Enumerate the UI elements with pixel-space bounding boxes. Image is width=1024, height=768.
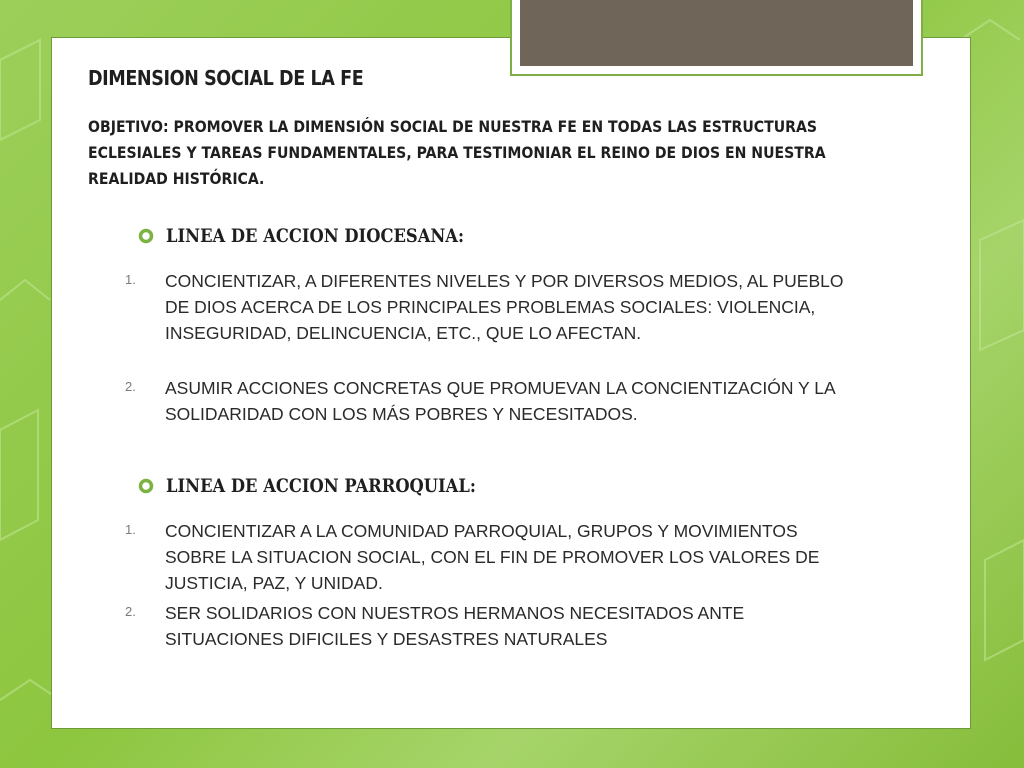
- objective-text: OBJETIVO: PROMOVER LA DIMENSIÓN SOCIAL DE NUESTRA FE EN TODAS LAS ESTRUCTURAS ECLESIALES Y TAREAS FUNDAMENTALES, PARA TESTIMONIAR EL REINO DE DIOS EN NUESTRA REALIDAD HISTÓRICA.: [88, 117, 826, 188]
- photo-frame: [510, 0, 923, 76]
- list-item-text: CONCIENTIZAR, A DIFERENTES NIVELES Y POR DIVERSOS MEDIOS, AL PUEBLO DE DIOS ACERCA DE LOS PRINCIPALES PROBLEMAS SOCIALES: VIOLENCIA, INSEGURIDAD, DELINCUENCIA, ETC., QUE LO AFECTAN.: [165, 271, 844, 343]
- list-item-number: 1.: [125, 272, 136, 287]
- section-heading-diocesana: [138, 225, 513, 247]
- section-heading-label: LINEA DE ACCION DIOCESANA:: [166, 225, 465, 247]
- ring-bullet-icon: [138, 228, 154, 244]
- list-item-text: CONCIENTIZAR A LA COMUNIDAD PARROQUIAL, GRUPOS Y MOVIMIENTOS SOBRE LA SITUACION SOCIAL, CON EL FIN DE PROMOVER LOS VALORES DE JUSTICIA, PAZ, Y UNIDAD.: [165, 521, 820, 593]
- photo-placeholder: [520, 0, 913, 66]
- section-heading-label: LINEA DE ACCION PARROQUIAL:: [166, 475, 476, 497]
- list-item-number: 2.: [125, 379, 136, 394]
- list-item: [125, 518, 845, 596]
- ring-bullet-icon: [138, 478, 154, 494]
- list-item-text: ASUMIR ACCIONES CONCRETAS QUE PROMUEVAN LA CONCIENTIZACIÓN Y LA SOLIDARIDAD CON LOS MÁS POBRES Y NECESITADOS.: [165, 378, 835, 424]
- list-item: [125, 375, 845, 427]
- list-item: [125, 268, 845, 346]
- list-item-number: 1.: [125, 522, 136, 537]
- section-heading-parroquial: [138, 475, 526, 497]
- list-item: [125, 600, 845, 652]
- list-item-text: SER SOLIDARIOS CON NUESTROS HERMANOS NECESITADOS ANTE SITUACIONES DIFICILES Y DESASTRES NATURALES: [165, 603, 745, 649]
- list-item-number: 2.: [125, 604, 136, 619]
- slide-title: DIMENSION SOCIAL DE LA FE: [88, 66, 364, 90]
